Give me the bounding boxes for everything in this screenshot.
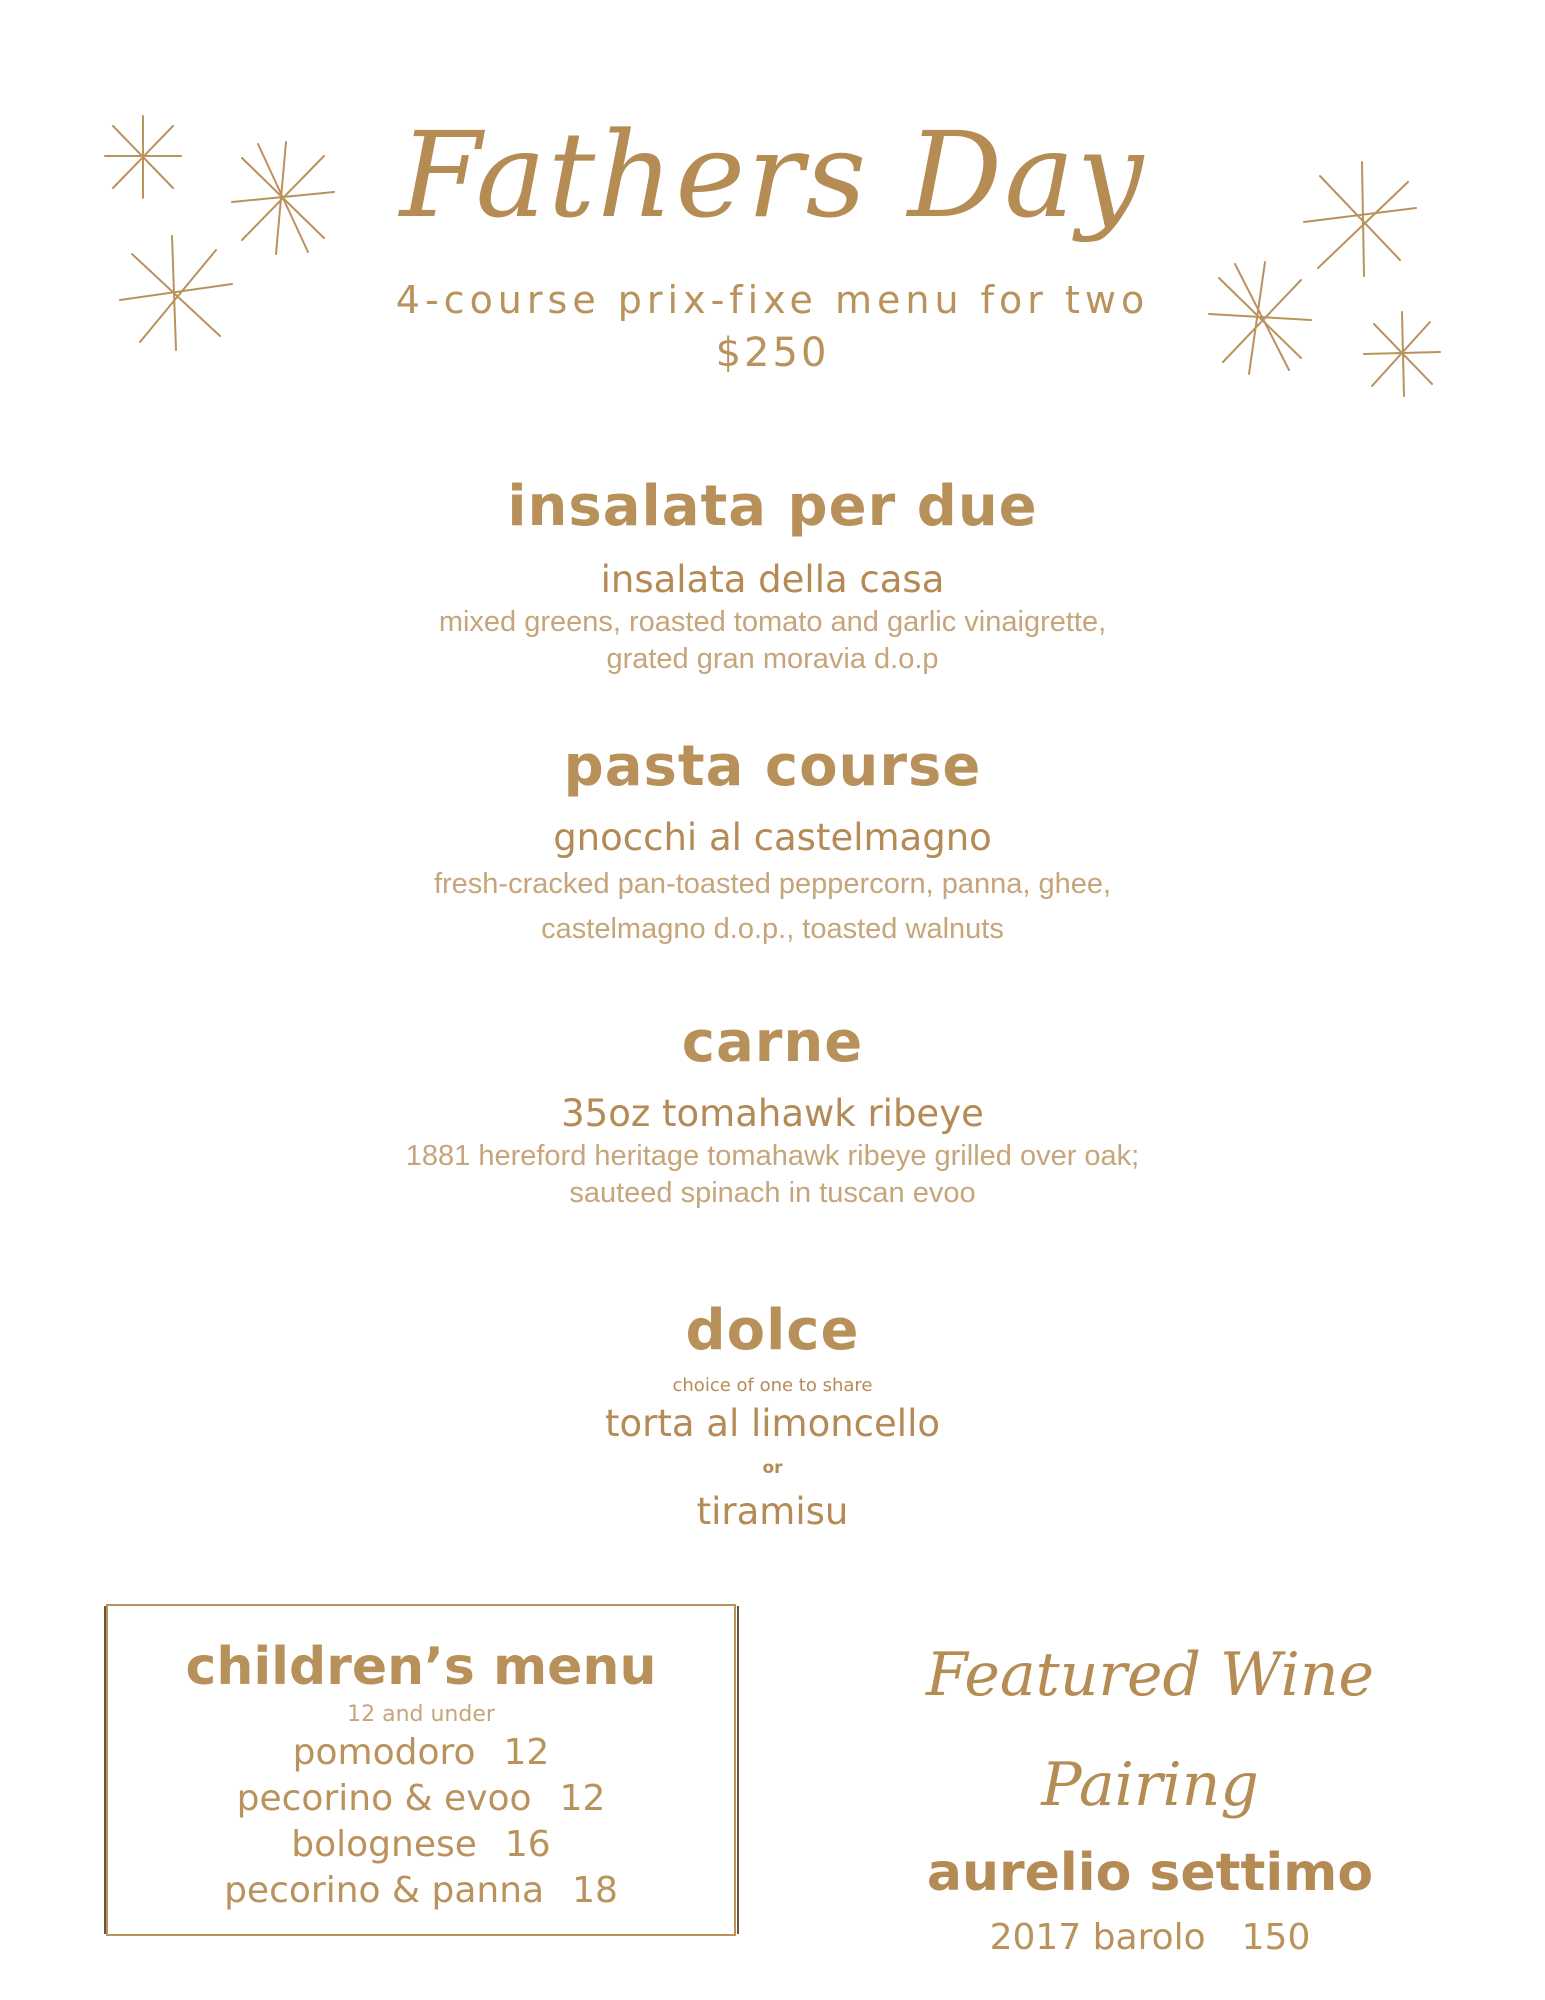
- dish-description: grated gran moravia d.o.p: [606, 643, 939, 675]
- dish-name: gnocchi al castelmagno: [553, 816, 992, 859]
- item-name: pecorino & panna: [224, 1870, 545, 1911]
- course-insalata: [0, 472, 1545, 678]
- menu-subtitle: 4-course prix-fixe menu for two: [395, 278, 1150, 322]
- childrens-menu-title: children’s menu: [185, 1637, 657, 1697]
- dish-name: insalata della casa: [600, 558, 945, 601]
- list-item: [108, 1822, 734, 1868]
- dish-name: torta al limoncello: [604, 1402, 940, 1445]
- course-title: pasta course: [563, 734, 982, 799]
- item-price: 12: [559, 1778, 606, 1819]
- dish-description: mixed greens, roasted tomato and garlic vinaigrette,: [438, 606, 1107, 638]
- list-item: [108, 1868, 734, 1914]
- wine-vintage: 2017 barolo: [989, 1917, 1206, 1958]
- wine-script-label: Featured Wine Pairing: [925, 1640, 1374, 1820]
- dish-name: 35oz tomahawk ribeye: [561, 1092, 984, 1135]
- dish-description: 1881 hereford heritage tomahawk ribeye grilled over oak;: [405, 1140, 1140, 1172]
- item-price: 12: [503, 1732, 550, 1773]
- course-carne: [0, 1008, 1545, 1212]
- item-price: 18: [572, 1870, 618, 1911]
- item-name: pomodoro: [292, 1732, 476, 1773]
- course-dolce: [0, 1296, 1545, 1536]
- dish-description: castelmagno d.o.p., toasted walnuts: [541, 913, 1004, 945]
- course-title: dolce: [685, 1298, 860, 1363]
- or-separator: or: [762, 1458, 783, 1478]
- menu-price: $250: [715, 330, 830, 376]
- course-title: insalata per due: [507, 474, 1038, 539]
- wine-price: 150: [1241, 1917, 1311, 1958]
- list-item: [108, 1730, 734, 1776]
- title-script: Fathers Day: [399, 106, 1146, 244]
- childrens-menu-box: [106, 1604, 736, 1936]
- dish-description: fresh-cracked pan-toasted peppercorn, panna, ghee,: [433, 868, 1112, 900]
- dish-name: tiramisu: [696, 1490, 849, 1533]
- childrens-menu-subtitle: 12 and under: [347, 1702, 495, 1727]
- list-item: [108, 1776, 734, 1822]
- featured-wine: [860, 1620, 1440, 1964]
- wine-detail: [860, 1912, 1440, 1964]
- item-name: bolognese: [291, 1824, 477, 1865]
- dish-description: sauteed spinach in tuscan evoo: [569, 1177, 976, 1209]
- wine-name: aurelio settimo: [926, 1843, 1374, 1903]
- item-name: pecorino & evoo: [236, 1778, 532, 1819]
- course-title: carne: [681, 1010, 864, 1075]
- item-price: 16: [504, 1824, 551, 1865]
- dolce-note: choice of one to share: [672, 1375, 873, 1396]
- course-pasta: [0, 732, 1545, 952]
